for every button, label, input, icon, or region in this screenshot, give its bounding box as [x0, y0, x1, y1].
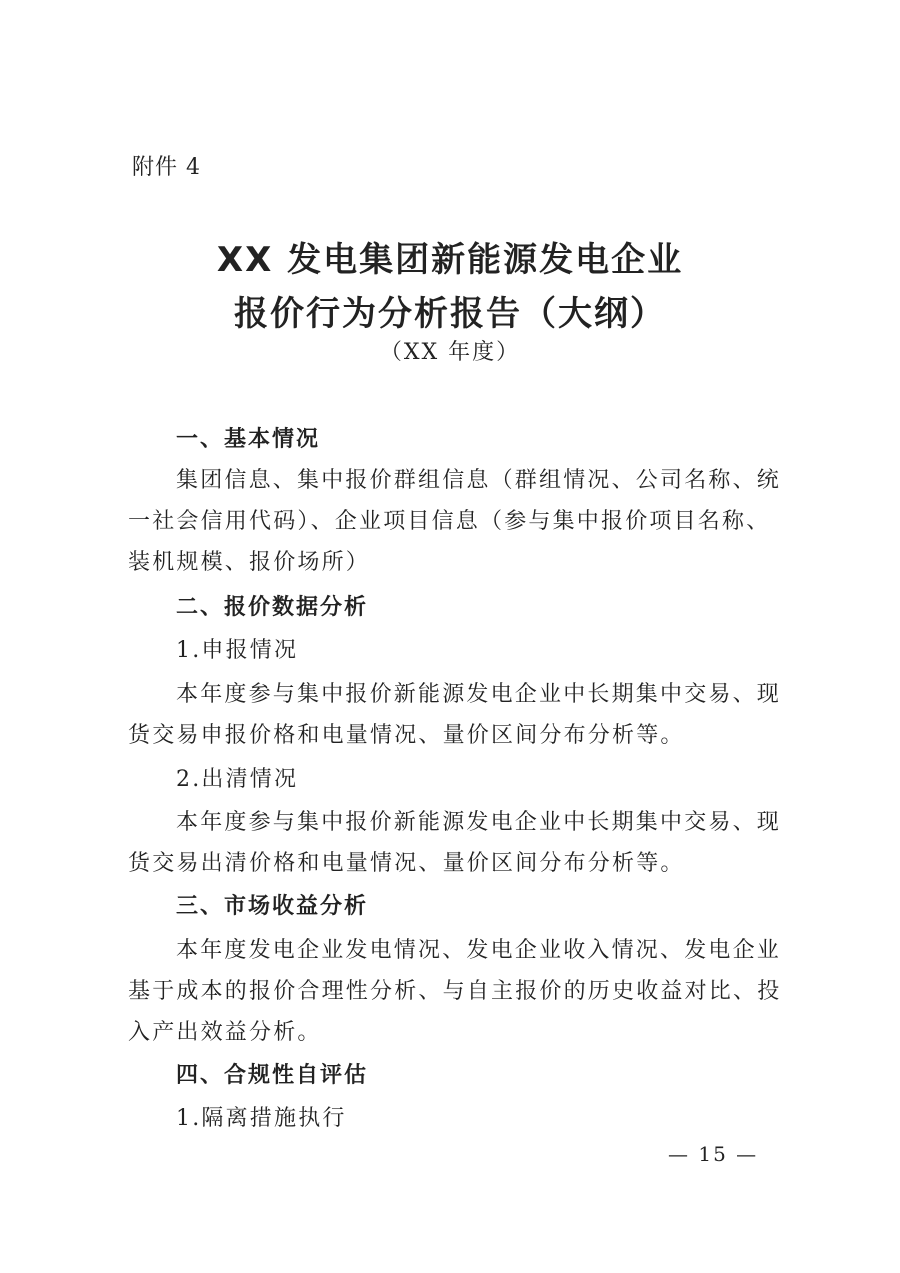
- section-2-subheading-2: 2.出清情况: [176, 767, 299, 792]
- section-2-line: 本年度参与集中报价新能源发电企业中长期集中交易、现: [176, 810, 782, 835]
- section-4-subheading-1: 1.隔离措施执行: [176, 1106, 347, 1131]
- section-3-line: 本年度发电企业发电情况、发电企业收入情况、发电企业: [176, 938, 782, 963]
- section-3-line: 入产出效益分析。: [128, 1020, 322, 1045]
- page-number: — 15 —: [668, 1142, 759, 1166]
- document-subtitle: （XX 年度）: [379, 340, 521, 365]
- section-2-heading: 二、报价数据分析: [176, 595, 369, 620]
- section-4-heading: 四、合规性自评估: [176, 1063, 369, 1088]
- attachment-label: 附件 4: [132, 155, 201, 180]
- section-1-line: 集团信息、集中报价群组信息（群组情况、公司名称、统: [176, 468, 782, 493]
- section-1-line: 一社会信用代码）、企业项目信息（参与集中报价项目名称、: [128, 509, 771, 534]
- section-1-line: 装机规模、报价场所）: [128, 550, 371, 575]
- section-2-line: 货交易申报价格和电量情况、量价区间分布分析等。: [128, 723, 685, 748]
- section-1-heading: 一、基本情况: [176, 427, 321, 452]
- section-2-line: 本年度参与集中报价新能源发电企业中长期集中交易、现: [176, 682, 782, 707]
- section-3-line: 基于成本的报价合理性分析、与自主报价的历史收益对比、投: [128, 979, 782, 1004]
- section-2-line: 货交易出清价格和电量情况、量价区间分布分析等。: [128, 851, 685, 876]
- document-title-line1: XX 发电集团新能源发电企业: [216, 240, 684, 280]
- document-title-line2: 报价行为分析报告（大纲）: [234, 294, 666, 334]
- section-3-heading: 三、市场收益分析: [176, 894, 369, 919]
- section-2-subheading-1: 1.申报情况: [176, 638, 299, 663]
